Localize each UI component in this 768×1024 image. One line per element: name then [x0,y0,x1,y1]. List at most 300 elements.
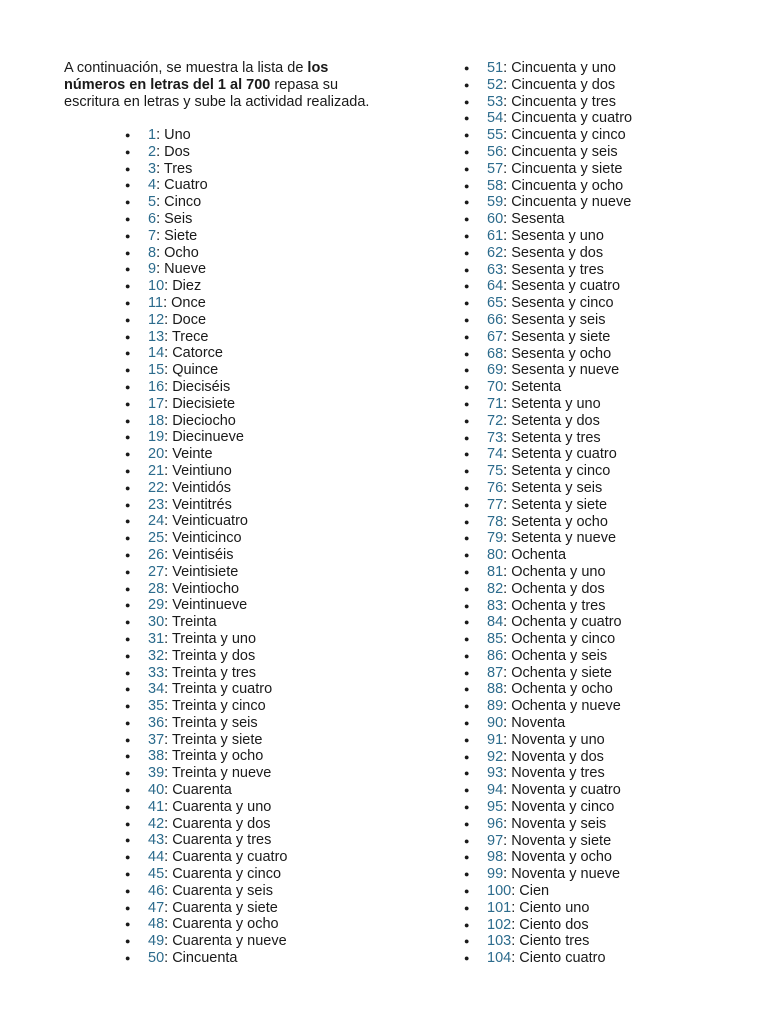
bullet-icon: ● [464,63,470,73]
item-number: 38 [148,748,165,765]
list-item: ● 18: Dieciocho [125,412,236,429]
item-number: 100 [487,883,512,900]
item-number: 18 [148,412,165,429]
item-number: 21 [148,462,165,479]
bullet-icon: ● [464,281,470,292]
item-number: 92 [487,748,504,765]
item-number: 58 [487,177,504,194]
item-word: Siete [164,227,198,244]
item-number: 93 [487,765,504,782]
list-item: ● 82: Ochenta y dos [464,580,605,597]
list-item: ● 55: Cincuenta y cinco [464,127,626,144]
item-word: Noventa y cuatro [511,782,621,799]
number-list-left [125,127,288,967]
item-word: Ochenta y dos [511,580,605,597]
item-number: 53 [487,93,504,110]
list-item: ● 81: Ochenta y uno [464,563,606,580]
item-number: 104 [487,950,512,967]
list-item: ● 3: Tres [125,160,193,177]
item-number: 3 [148,160,157,177]
list-item: ● 52: Cincuenta y dos [464,76,616,93]
item-word: Ochenta y seis [511,647,608,664]
item-word: Cincuenta y dos [511,76,616,93]
list-item: ● 29: Veintinueve [125,597,248,614]
item-number: 74 [487,446,504,463]
bullet-icon: ● [464,163,470,174]
item-number: 60 [487,211,504,228]
list-item: ● 20: Veinte [125,446,213,463]
list-item: ● 59: Cincuenta y nueve [464,194,632,211]
item-number: 81 [487,563,504,580]
item-word: Cincuenta y seis [511,143,618,160]
item-number: 4 [148,177,157,194]
item-number: 25 [148,530,165,547]
item-number: 85 [487,631,504,648]
item-number: 80 [487,547,504,564]
bullet-icon: ● [125,583,131,594]
item-number: 26 [148,546,165,563]
item-number: 44 [148,849,165,866]
list-item: ● 95: Noventa y cinco [464,799,615,816]
bullet-icon: ● [125,314,131,325]
list-item: ● 17: Diecisiete [125,395,236,412]
item-number: 8 [148,244,157,261]
list-item: ● 67: Sesenta y siete [464,328,611,345]
list-item: ● 102: Ciento dos [464,916,589,933]
item-number: 96 [487,815,504,832]
item-number: 43 [148,832,165,849]
list-item: ● 76: Setenta y seis [464,479,603,496]
list-item: ● 91: Noventa y uno [464,731,605,748]
list-item: ● 23: Veintitrés [125,496,232,513]
item-number: 98 [487,849,504,866]
list-item: ● 93: Noventa y tres [464,765,605,782]
item-number: 22 [148,479,165,496]
list-item: ● 80: Ochenta [464,547,567,564]
list-item: ● 71: Setenta y uno [464,395,601,412]
item-number: 64 [487,278,504,295]
item-number: 48 [148,916,165,933]
item-word: Sesenta y tres [511,261,604,278]
bullet-icon: ● [125,650,131,661]
item-number: 86 [487,647,504,664]
item-word: Treinta y uno [171,630,257,647]
bullet-icon: ● [125,600,131,611]
item-number: 40 [148,782,165,799]
bullet-icon: ● [464,348,470,359]
item-word: Veinticinco [172,530,242,547]
bullet-icon: ● [464,214,470,225]
item-word: Treinta [171,614,217,631]
list-item: ● 9: Nueve [125,261,207,278]
list-item: ● 43: Cuarenta y tres [125,832,272,849]
item-number: 20 [148,446,165,463]
bullet-icon: ● [464,953,470,964]
list-item: ● 7: Siete [125,227,198,244]
list-item: ● 84: Ochenta y cuatro [464,614,622,631]
item-word: Noventa y siete [511,832,612,849]
bullet-icon: ● [464,919,470,930]
list-item: ● 27: Veintisiete [125,563,239,580]
bullet-icon: ● [464,650,470,661]
bullet-icon: ● [125,633,131,644]
bullet-icon: ● [464,197,470,208]
item-word: Sesenta y ocho [511,345,612,362]
item-word: Noventa y ocho [511,849,612,866]
list-item: ● 36: Treinta y seis [125,714,258,731]
item-number: 29 [148,597,165,614]
item-word: Noventa y seis [511,815,607,832]
item-number: 13 [148,328,165,345]
bullet-icon: ● [464,146,470,157]
list-item: ● 47: Cuarenta y siete [125,899,278,916]
item-number: 39 [148,765,165,782]
bullet-icon: ● [464,398,470,409]
list-item: ● 98: Noventa y ocho [464,849,612,866]
bullet-icon: ● [125,549,131,560]
item-number: 2 [148,143,157,160]
item-word: Sesenta y seis [511,311,606,328]
item-word: Catorce [172,345,223,362]
item-word: Cuarenta y cuatro [172,849,288,866]
item-number: 95 [487,799,504,816]
item-word: Setenta y dos [511,412,600,429]
item-word: Ochenta y nueve [511,698,621,715]
list-item: ● 57: Cincuenta y siete [464,160,623,177]
item-word: Diecisiete [172,395,236,412]
bullet-icon: ● [125,566,131,577]
item-number: 50 [148,950,165,967]
item-number: 89 [487,698,504,715]
item-word: Noventa y dos [511,748,604,765]
item-word: Cincuenta y siete [511,160,623,177]
list-item: ● 75: Setenta y cinco [464,463,611,480]
list-item: ● 1: Uno [125,127,191,143]
item-number: 102 [487,916,512,933]
item-word: Ochenta y tres [511,597,606,614]
item-word: Cuarenta [172,782,232,799]
bullet-icon: ● [125,247,131,258]
intro-text-bold: los números en letras del 1 al 700 [64,60,329,93]
bullet-icon: ● [464,869,470,880]
item-number: 14 [148,345,165,362]
item-number: 68 [487,345,504,362]
item-number: 5 [148,194,157,211]
list-item: ● 15: Quince [125,362,219,379]
bullet-icon: ● [125,264,131,275]
bullet-icon: ● [464,634,470,645]
item-word: Treinta y tres [171,664,257,681]
bullet-icon: ● [125,785,131,796]
item-word: Treinta y nueve [171,765,272,782]
bullet-icon: ● [125,701,131,712]
item-number: 79 [487,530,504,547]
list-item: ● 11: Once [125,294,206,311]
item-number: 32 [148,647,165,664]
item-word: Sesenta y nueve [511,362,620,379]
item-word: Noventa y uno [511,731,605,748]
list-item: ● 60: Sesenta [464,211,565,228]
bullet-icon: ● [125,213,131,224]
item-word: Ochenta [511,547,567,564]
item-number: 30 [148,614,165,631]
list-item: ● 96: Noventa y seis [464,815,607,832]
list-item: ● 65: Sesenta y cinco [464,295,614,312]
item-number: 55 [487,127,504,144]
item-word: Veinticuatro [172,513,248,530]
item-word: Ciento dos [519,916,589,933]
list-item: ● 25: Veinticinco [125,530,242,547]
list-item: ● 89: Ochenta y nueve [464,698,621,715]
list-item: ● 77: Setenta y siete [464,496,608,513]
list-item: ● 6: Seis [125,210,193,227]
item-number: 49 [148,933,165,950]
list-item: ● 14: Catorce [125,345,223,362]
item-word: Cincuenta [172,950,238,967]
list-item: ● 100: Cien [464,883,550,900]
list-item: ● 56: Cincuenta y seis [464,143,618,160]
list-item: ● 87: Ochenta y siete [464,664,612,681]
bullet-icon: ● [125,902,131,913]
list-item: ● 10: Diez [125,278,202,295]
list-item: ● 73: Setenta y tres [464,429,601,446]
item-word: Veintinueve [172,597,248,614]
item-number: 59 [487,194,504,211]
item-word: Ochenta y ocho [511,681,613,698]
item-word: Ochenta y cuatro [511,614,622,631]
bullet-icon: ● [125,331,131,342]
bullet-icon: ● [125,801,131,812]
list-item: ● 69: Sesenta y nueve [464,362,620,379]
item-number: 27 [148,563,165,580]
bullet-icon: ● [464,533,470,544]
item-number: 69 [487,362,504,379]
intro-paragraph [64,60,374,110]
item-number: 87 [487,664,504,681]
list-item: ● 41: Cuarenta y uno [125,798,272,815]
number-list-right [464,60,633,967]
item-number: 103 [487,933,512,950]
list-item: ● 74: Setenta y cuatro [464,446,617,463]
list-item: ● 92: Noventa y dos [464,748,604,765]
item-word: Ocho [164,244,199,261]
bullet-icon: ● [125,365,131,376]
item-word: Noventa y tres [511,765,605,782]
item-word: Setenta y ocho [511,513,608,530]
list-item: ● 90: Noventa [464,715,566,732]
item-number: 71 [487,395,504,412]
item-number: 83 [487,597,504,614]
list-item: ● 16: Dieciséis [125,378,231,395]
bullet-icon: ● [464,180,470,191]
item-number: 66 [487,311,504,328]
list-item: ● 58: Cincuenta y ocho [464,177,624,194]
list-item: ● 28: Veintiocho [125,580,240,597]
item-word: Sesenta y cinco [511,295,614,312]
item-word: Veintisiete [172,563,239,580]
bullet-icon: ● [464,499,470,510]
bullet-icon: ● [125,936,131,947]
item-word: Ciento tres [519,933,590,950]
list-item: ● 86: Ochenta y seis [464,647,608,664]
bullet-icon: ● [125,919,131,930]
item-word: Noventa [511,715,566,732]
bullet-icon: ● [464,886,470,897]
bullet-icon: ● [464,482,470,493]
list-item: ● 46: Cuarenta y seis [125,882,273,899]
bullet-icon: ● [464,331,470,342]
bullet-icon: ● [125,617,131,628]
bullet-icon: ● [125,482,131,493]
item-word: Cincuenta y ocho [511,177,624,194]
item-number: 41 [148,798,165,815]
bullet-icon: ● [125,533,131,544]
list-item: ● 12: Doce [125,311,207,328]
item-word: Treinta y ocho [171,748,264,765]
bullet-icon: ● [464,247,470,258]
item-word: Cincuenta y nueve [511,194,632,211]
list-item: ● 51: Cincuenta y uno [464,60,616,76]
list-item: ● 37: Treinta y siete [125,731,263,748]
item-word: Veintitrés [172,496,232,513]
item-number: 35 [148,698,165,715]
item-number: 62 [487,244,504,261]
list-item: ● 63: Sesenta y tres [464,261,604,278]
bullet-icon: ● [464,600,470,611]
list-item: ● 30: Treinta [125,614,217,631]
list-item: ● 39: Treinta y nueve [125,765,272,782]
list-item: ● 26: Veintiséis [125,546,234,563]
bullet-icon: ● [464,298,470,309]
item-word: Setenta y cuatro [511,446,617,463]
bullet-icon: ● [125,146,131,157]
item-number: 6 [148,210,157,227]
item-word: Veintiocho [172,580,240,597]
list-item: ● 78: Setenta y ocho [464,513,608,530]
bullet-icon: ● [125,130,131,140]
item-number: 51 [487,60,504,76]
list-item: ● 94: Noventa y cuatro [464,782,621,799]
item-number: 67 [487,328,504,345]
item-word: Dieciséis [172,378,231,395]
list-item: ● 99: Noventa y nueve [464,866,621,883]
item-word: Dos [164,143,190,160]
item-word: Noventa y nueve [511,866,621,883]
item-word: Ciento uno [519,899,590,916]
bullet-icon: ● [125,869,131,880]
item-word: Setenta y seis [511,479,603,496]
bullet-icon: ● [464,449,470,460]
item-word: Ciento cuatro [519,950,606,967]
item-number: 76 [487,479,504,496]
item-number: 47 [148,899,165,916]
list-item: ● 31: Treinta y uno [125,630,257,647]
item-number: 19 [148,429,165,446]
list-item: ● 61: Sesenta y uno [464,227,604,244]
list-item: ● 97: Noventa y siete [464,832,612,849]
list-item: ● 4: Cuatro [125,177,208,194]
list-item: ● 101: Ciento uno [464,899,590,916]
item-word: Cinco [164,194,202,211]
item-number: 17 [148,395,165,412]
item-word: Cuarenta y uno [172,798,272,815]
list-item: ● 22: Veintidós [125,479,232,496]
item-number: 72 [487,412,504,429]
bullet-icon: ● [464,466,470,477]
item-number: 52 [487,76,504,93]
item-number: 94 [487,782,504,799]
bullet-icon: ● [125,381,131,392]
bullet-icon: ● [125,163,131,174]
list-item: ● 50: Cincuenta [125,950,238,967]
bullet-icon: ● [125,197,131,208]
bullet-icon: ● [464,516,470,527]
bullet-icon: ● [464,566,470,577]
list-item: ● 68: Sesenta y ocho [464,345,612,362]
list-item: ● 21: Veintiuno [125,462,232,479]
item-word: Cuarenta y dos [172,815,271,832]
item-number: 90 [487,715,504,732]
bullet-icon: ● [464,734,470,745]
list-item: ● 44: Cuarenta y cuatro [125,849,288,866]
item-number: 23 [148,496,165,513]
list-item: ● 83: Ochenta y tres [464,597,606,614]
item-word: Cincuenta y cuatro [511,110,633,127]
item-word: Treinta y cinco [171,698,266,715]
item-word: Tres [163,160,193,177]
item-word: Trece [171,328,209,345]
item-word: Ochenta y cinco [511,631,616,648]
bullet-icon: ● [125,180,131,191]
item-word: Ochenta y siete [511,664,612,681]
item-word: Quince [172,362,219,379]
item-number: 101 [487,899,512,916]
item-word: Sesenta y dos [511,244,604,261]
item-number: 73 [487,429,504,446]
bullet-icon: ● [464,718,470,729]
bullet-icon: ● [464,936,470,947]
list-item: ● 8: Ocho [125,244,199,261]
bullet-icon: ● [125,449,131,460]
bullet-icon: ● [125,297,131,308]
item-number: 31 [148,630,165,647]
bullet-icon: ● [125,734,131,745]
bullet-icon: ● [464,113,470,124]
list-item: ● 104: Ciento cuatro [464,950,606,967]
list-item: ● 70: Setenta [464,379,562,396]
bullet-icon: ● [464,264,470,275]
bullet-icon: ● [464,432,470,443]
item-word: Treinta y cuatro [171,681,273,698]
item-word: Setenta y tres [511,429,601,446]
bullet-icon: ● [464,684,470,695]
list-item: ● 79: Setenta y nueve [464,530,617,547]
list-item: ● 34: Treinta y cuatro [125,681,273,698]
item-number: 82 [487,580,504,597]
bullet-icon: ● [464,902,470,913]
list-item: ● 38: Treinta y ocho [125,748,264,765]
bullet-icon: ● [125,667,131,678]
item-word: Veinte [172,446,213,463]
item-word: Setenta y siete [511,496,608,513]
item-number: 63 [487,261,504,278]
item-number: 91 [487,731,504,748]
list-item: ● 33: Treinta y tres [125,664,257,681]
item-word: Doce [172,311,207,328]
item-number: 36 [148,714,165,731]
bullet-icon: ● [125,953,131,964]
item-word: Veintiséis [172,546,234,563]
